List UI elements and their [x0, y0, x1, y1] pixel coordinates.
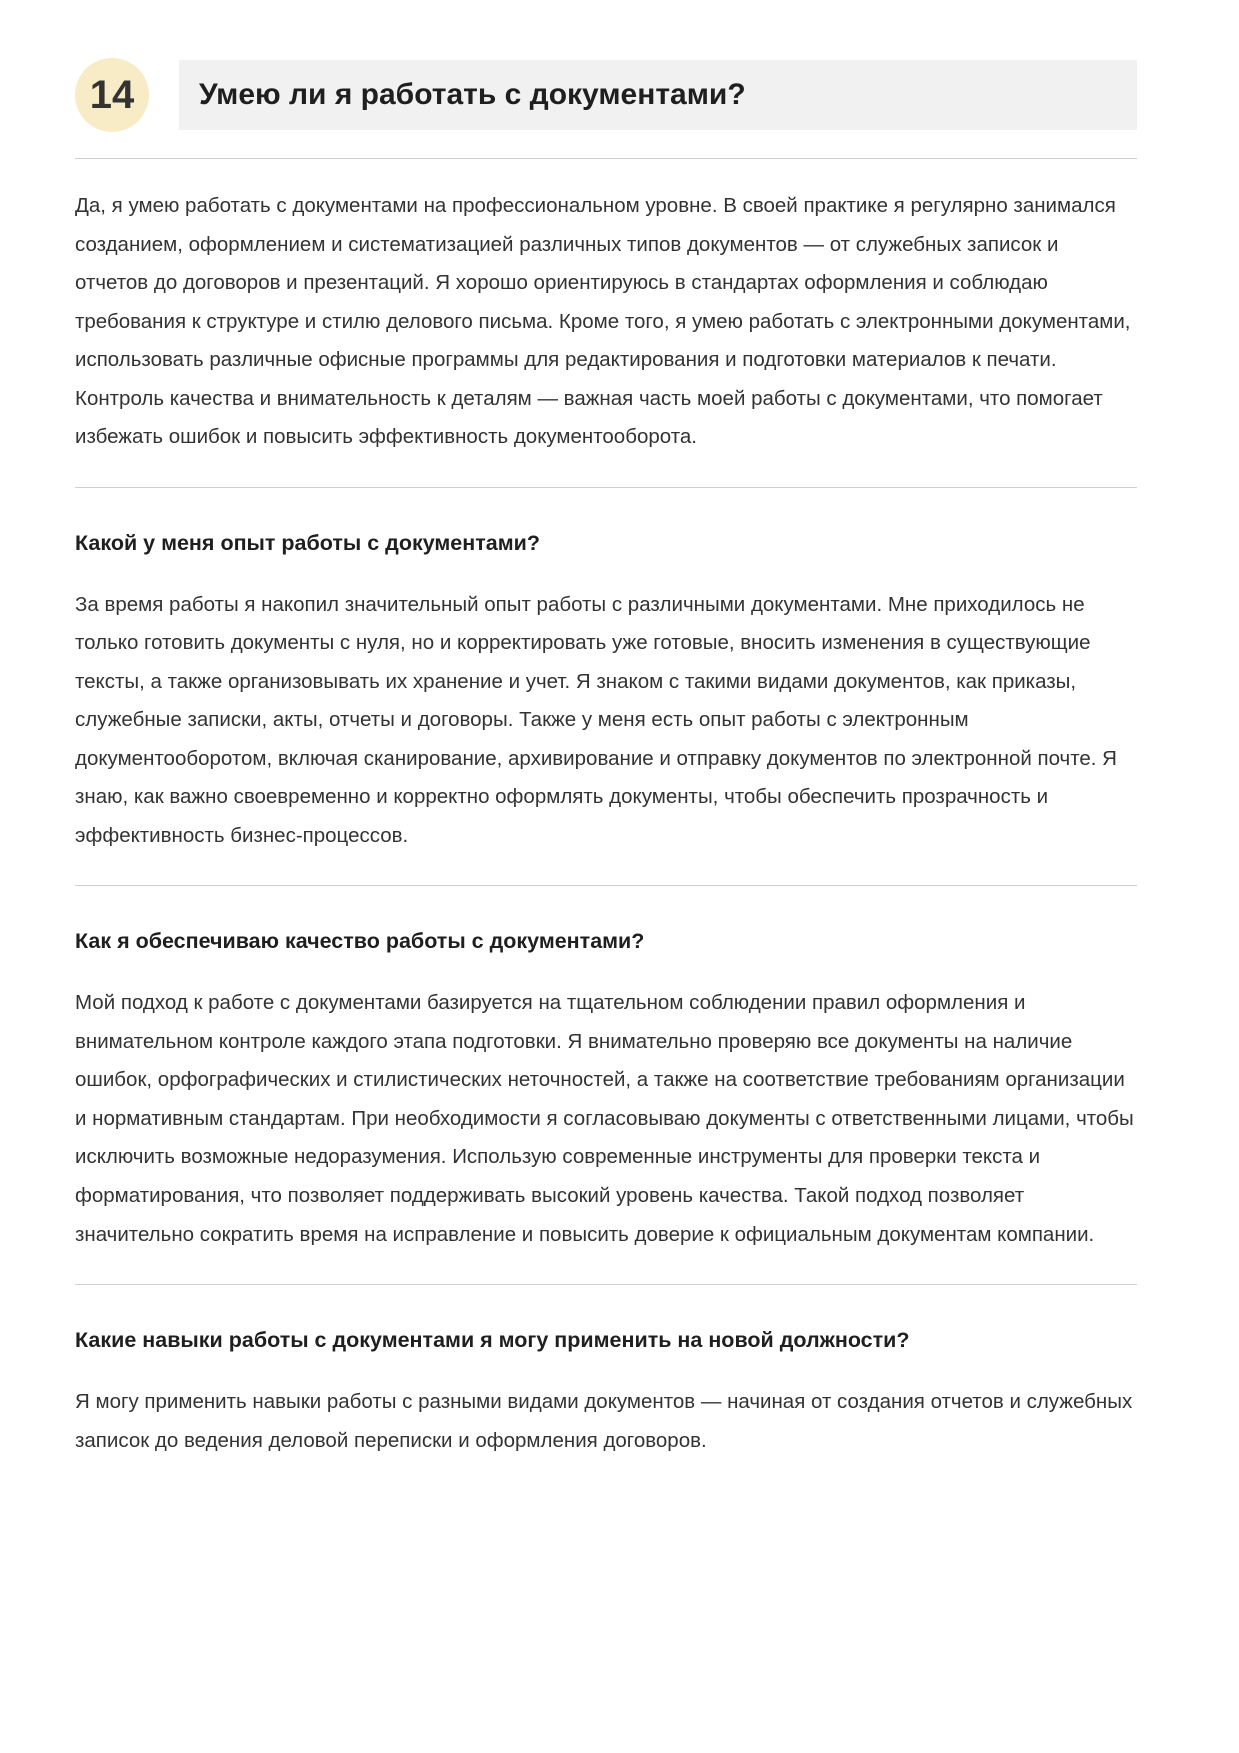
page-title: Умею ли я работать с документами?	[179, 60, 1137, 130]
divider	[75, 487, 1137, 488]
section-heading: Как я обеспечиваю качество работы с документами?	[75, 929, 645, 954]
section-experience	[75, 530, 1137, 856]
section-skills	[75, 1327, 1137, 1460]
section-heading: Какой у меня опыт работы с документами?	[75, 530, 540, 555]
section-paragraph: Я могу применить навыки работы с разными видами документов — начиная от создания отчетов и служебных записок до ведения деловой переписки и оформления договоров.	[75, 1389, 1133, 1452]
divider	[75, 158, 1137, 159]
divider	[75, 885, 1137, 886]
section-quality	[75, 928, 1137, 1254]
section-number-badge	[75, 58, 149, 132]
divider	[75, 1284, 1137, 1285]
section-heading: Какие навыки работы с документами я могу применить на новой должности?	[75, 1328, 910, 1353]
section-paragraph: Мой подход к работе с документами базируется на тщательном соблюдении правил оформления и внимательном контроле каждого этапа подготовки. Я внимательно проверяю все документы на наличие ошибок, орфографических и стилистических неточностей, а также на соответствие требованиям организации и нормативным стандартам. При необходимости я согласовываю документы с ответственными лицами, чтобы исключить возможные недоразумения. Использую современные инструменты для проверки текста и форматирования, что позволяет поддерживать высокий уровень качества. Такой подход позволяет значительно сократить время на исправление и повысить доверие к официальным документам компании.	[75, 991, 1134, 1246]
page-header	[75, 58, 1137, 132]
section-paragraph: За время работы я накопил значительный опыт работы с различными документами. Мне приходилось не только готовить документы с нуля, но и корректировать уже готовые, вносить изменения в существующие тексты, а также организовывать их хранение и учет. Я знаком с такими видами документов, как приказы, служебные записки, акты, отчеты и договоры. Также у меня есть опыт работы с электронным документооборотом, включая сканирование, архивирование и отправку документов по электронной почте. Я знаю, как важно своевременно и корректно оформлять документы, чтобы обеспечить прозрачность и эффективность бизнес-процессов.	[75, 592, 1117, 847]
intro-paragraph: Да, я умею работать с документами на профессиональном уровне. В своей практике я регулярно занимался созданием, оформлением и систематизацией различных типов документов — от служебных записок и отчетов до договоров и презентаций. Я хорошо ориентируюсь в стандартах оформления и соблюдаю требования к структуре и стилю делового письма. Кроме того, я умею работать с электронными документами, использовать различные офисные программы для редактирования и подготовки материалов к печати. Контроль качества и внимательность к деталям — важная часть моей работы с документами, что помогает избежать ошибок и повысить эффективность документооборота.	[75, 194, 1131, 449]
section-number: 14	[89, 72, 135, 117]
